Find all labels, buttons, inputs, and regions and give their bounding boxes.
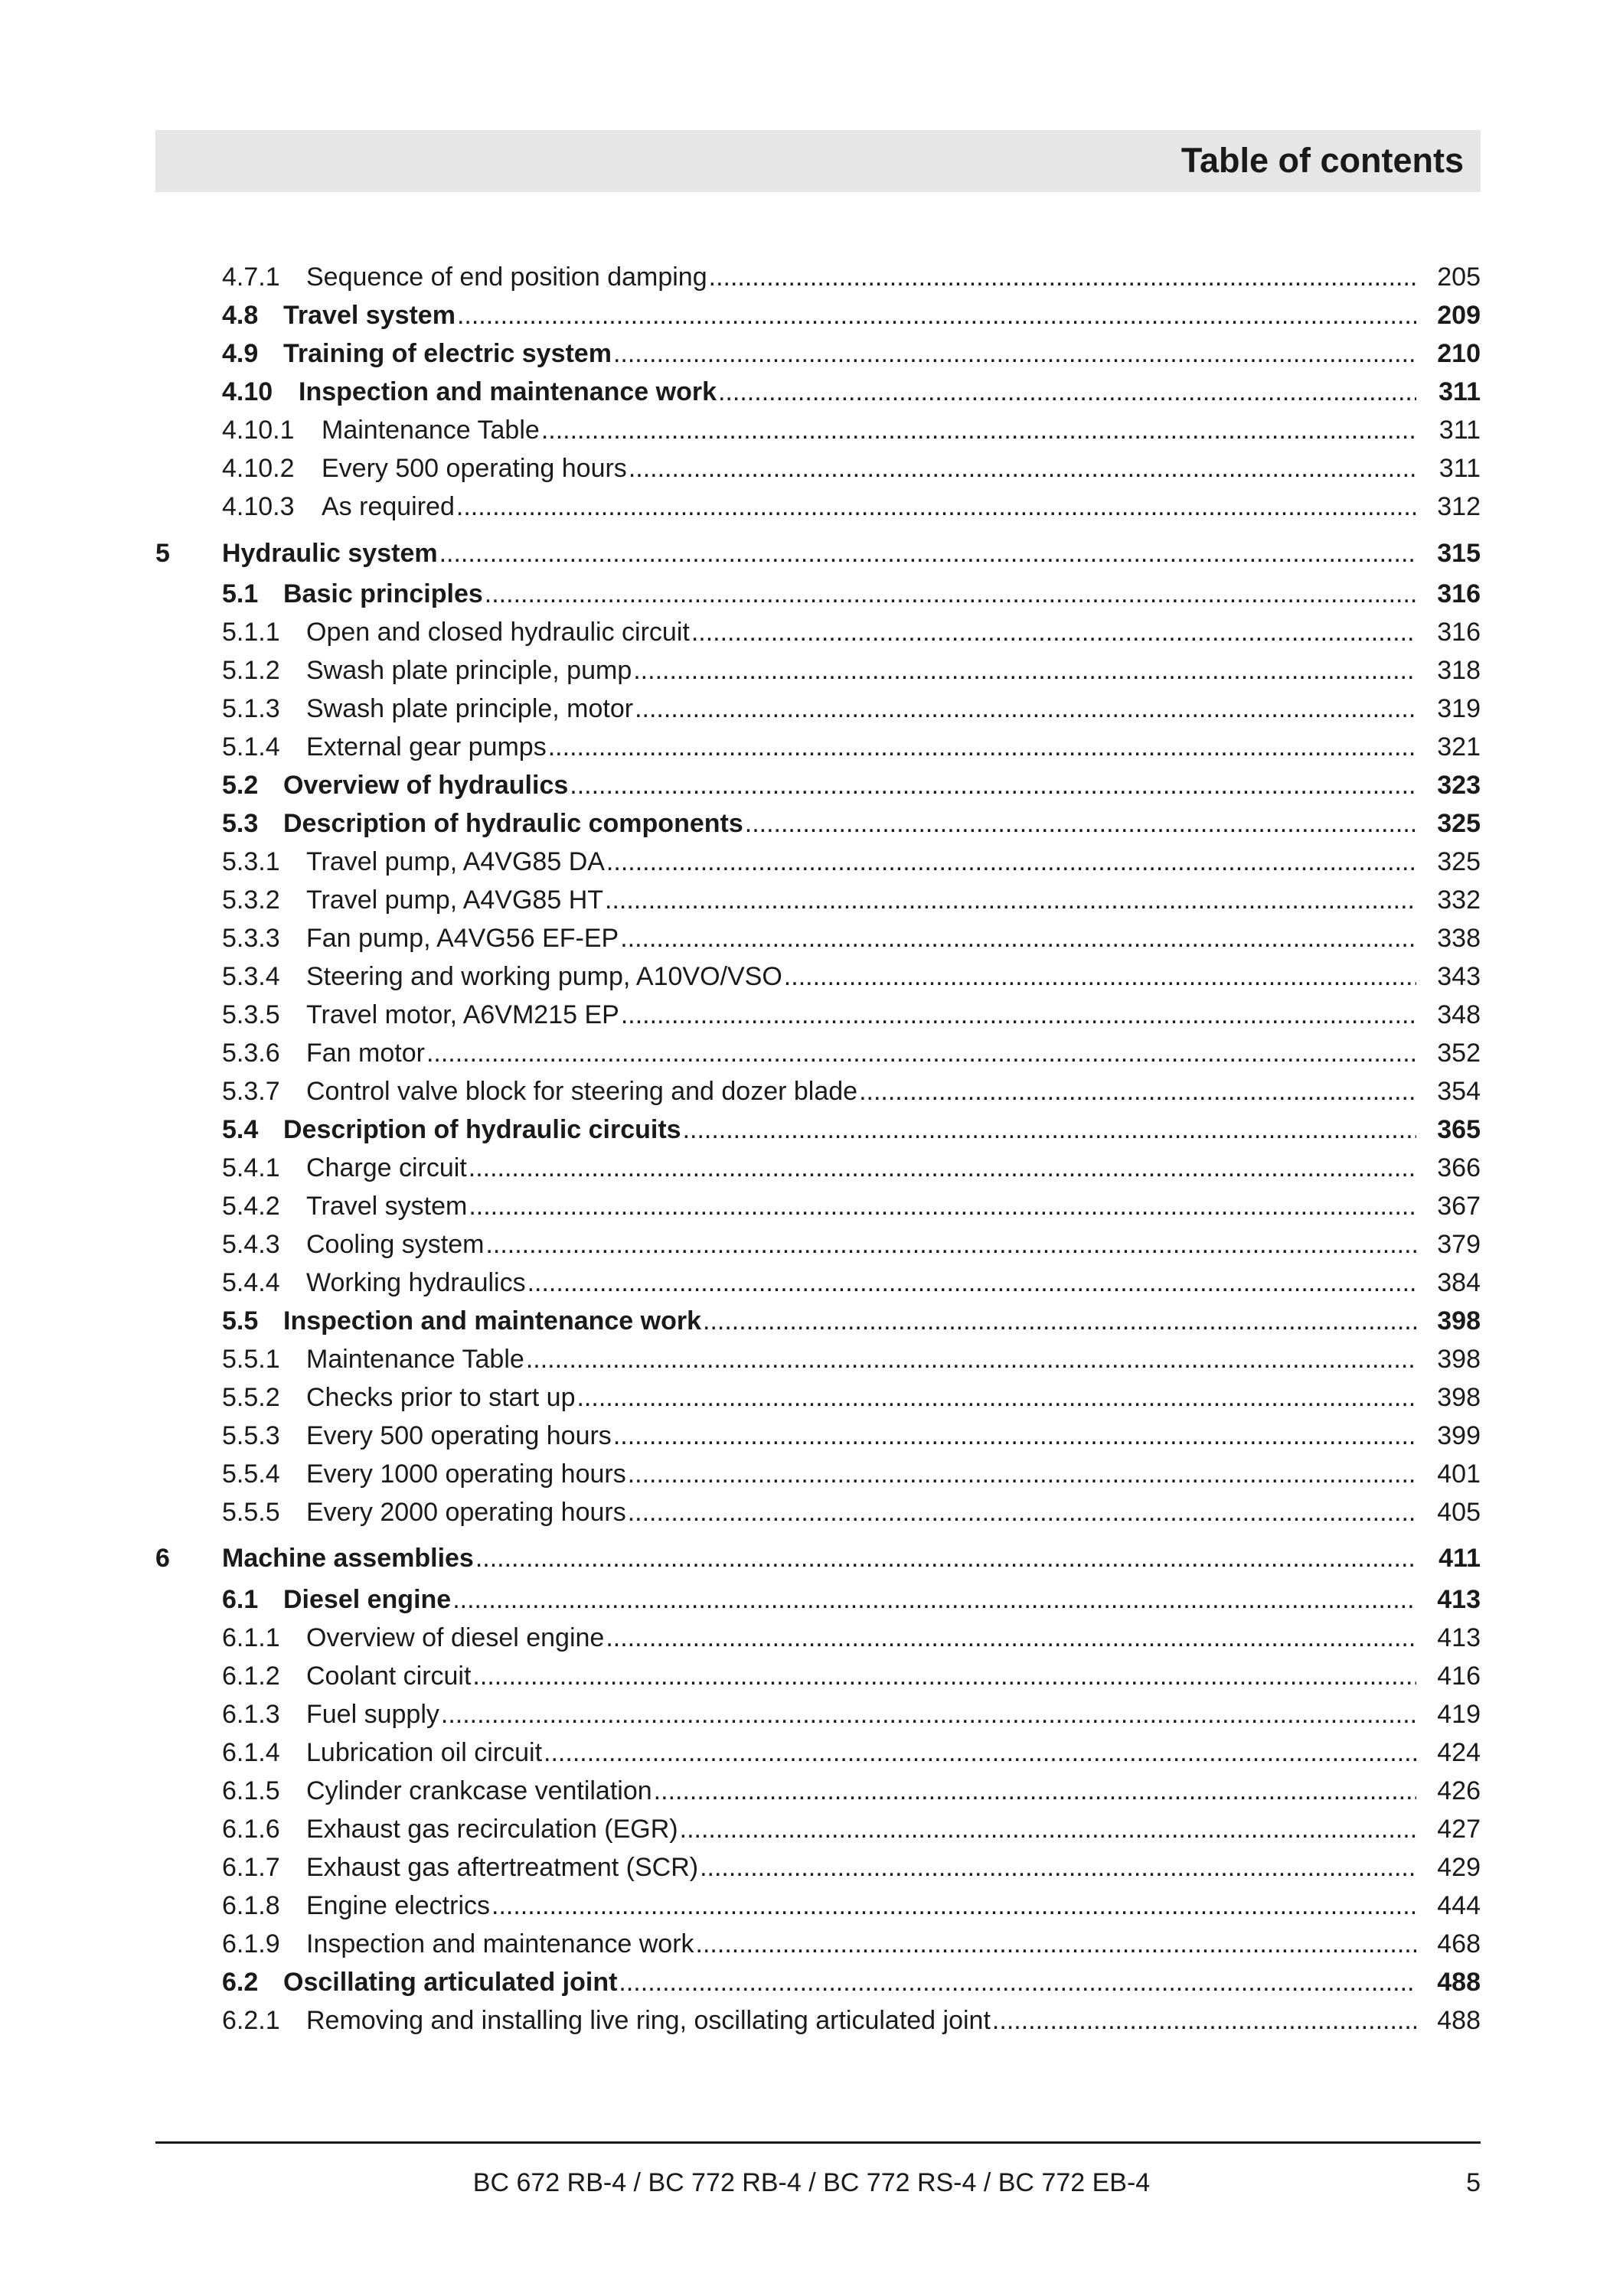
toc-section-number: 5.3.3	[222, 924, 280, 953]
toc-entry-title: Description of hydraulic components .....	[283, 807, 1416, 840]
toc-page-number: 427	[1437, 1815, 1481, 1844]
toc-page-number: 411	[1438, 1544, 1481, 1573]
toc-row[interactable]	[0, 960, 1623, 993]
toc-entry-title: Inspection and maintenance work .....	[283, 1304, 1416, 1338]
toc-page-number: 419	[1437, 1700, 1481, 1729]
toc-entry-title: Overview of diesel engine .....	[306, 1621, 1416, 1655]
toc-page-number: 319	[1437, 694, 1481, 723]
toc-entry-title: Swash plate principle, motor .....	[306, 692, 1416, 726]
toc-entry-title: Working hydraulics .....	[306, 1266, 1416, 1300]
toc-entry-title: Maintenance Table .....	[322, 413, 1416, 447]
toc-page-number: 398	[1437, 1383, 1481, 1412]
toc-page-number: 413	[1437, 1623, 1481, 1652]
toc-chapter-row[interactable]	[0, 536, 1623, 570]
toc-entry-title: Exhaust gas aftertreatment (SCR) .....	[306, 1851, 1416, 1884]
toc-page-number: 312	[1437, 492, 1481, 521]
toc-chapter-number: 6	[155, 1544, 170, 1573]
toc-row[interactable]	[0, 298, 1623, 332]
toc-section-number: 5.4	[222, 1115, 259, 1144]
toc-section-number: 5.1.3	[222, 694, 280, 723]
toc-row[interactable]	[0, 730, 1623, 764]
toc-entry-title: Open and closed hydraulic circuit .....	[306, 615, 1416, 649]
toc-entry-title: External gear pumps .....	[306, 730, 1416, 764]
toc-entry-title: Engine electrics .....	[306, 1889, 1416, 1923]
toc-row[interactable]	[0, 1851, 1623, 1884]
toc-entry-title: Cooling system .....	[306, 1228, 1416, 1261]
toc-section-number: 5.4.1	[222, 1153, 280, 1182]
toc-page-number: 311	[1438, 377, 1481, 406]
toc-page-number: 398	[1437, 1306, 1481, 1336]
toc-entry-title: Every 500 operating hours .....	[306, 1419, 1416, 1453]
toc-page-number: 379	[1437, 1230, 1481, 1259]
toc-chapter-row[interactable]	[0, 1541, 1623, 1575]
toc-page-number: 367	[1437, 1192, 1481, 1221]
toc-row[interactable]	[0, 413, 1623, 447]
toc-entry-title: Control valve block for steering and dozer blade .....	[306, 1075, 1416, 1108]
toc-page-number: 205	[1437, 263, 1481, 292]
toc-page-number: 399	[1437, 1421, 1481, 1450]
toc-row[interactable]	[0, 1495, 1623, 1529]
toc-entry-title: Fan motor .....	[306, 1036, 1416, 1070]
toc-section-number: 5.5.3	[222, 1421, 280, 1450]
toc-entry-title: Every 500 operating hours .....	[322, 452, 1416, 485]
toc-page-number: 318	[1437, 656, 1481, 685]
toc-row[interactable]	[0, 692, 1623, 726]
toc-section-number: 4.8	[222, 301, 259, 330]
footer-models: BC 672 RB-4 / BC 772 RB-4 / BC 772 RS-4 / BC 772 EB-4	[472, 2168, 1151, 2197]
toc-chapter-number: 5	[155, 539, 170, 568]
toc-section-number: 5.3.1	[222, 847, 280, 876]
toc-section-number: 5.4.2	[222, 1192, 280, 1221]
toc-entry-title: Checks prior to start up .....	[306, 1381, 1416, 1414]
toc-entry-title: Fuel supply .....	[306, 1698, 1416, 1731]
toc-row[interactable]	[0, 1419, 1623, 1453]
toc-entry-title: Maintenance Table .....	[306, 1342, 1416, 1376]
toc-entry-title: As required .....	[322, 490, 1416, 523]
toc-section-number: 5.1.2	[222, 656, 280, 685]
toc-entry-title: Swash plate principle, pump .....	[306, 654, 1416, 687]
toc-section-number: 4.10.1	[222, 416, 295, 445]
toc-section-number: 4.10.2	[222, 454, 295, 483]
toc-section-number: 6.1.8	[222, 1891, 280, 1920]
toc-entry-title: Travel pump, A4VG85 DA .....	[306, 845, 1416, 879]
toc-section-number: 6.1.7	[222, 1853, 280, 1882]
toc-entry-title: Charge circuit .....	[306, 1151, 1416, 1185]
toc-page-number: 429	[1437, 1853, 1481, 1882]
toc-row[interactable]	[0, 1266, 1623, 1300]
toc-row[interactable]	[0, 1457, 1623, 1491]
toc-entry-title: Description of hydraulic circuits .....	[283, 1113, 1416, 1146]
toc-entry-title: Travel system .....	[283, 298, 1416, 332]
toc-section-number: 5.3.6	[222, 1039, 280, 1068]
toc-section-number: 4.10.3	[222, 492, 295, 521]
toc-page-number: 444	[1437, 1891, 1481, 1920]
toc-section-number: 5.5.2	[222, 1383, 280, 1412]
toc-row[interactable]	[0, 1304, 1623, 1338]
toc-page-number: 401	[1437, 1459, 1481, 1489]
toc-section-number: 6.1.3	[222, 1700, 280, 1729]
toc-row[interactable]	[0, 577, 1623, 611]
toc-page-number: 405	[1437, 1498, 1481, 1527]
toc-entry-title: Travel system .....	[306, 1189, 1416, 1223]
toc-page-number: 365	[1437, 1115, 1481, 1144]
toc-page-number: 352	[1437, 1039, 1481, 1068]
toc-entry-title: Travel pump, A4VG85 HT .....	[306, 883, 1416, 917]
toc-row[interactable]	[0, 1075, 1623, 1108]
toc-row[interactable]	[0, 260, 1623, 294]
toc-page-number: 311	[1438, 454, 1481, 483]
toc-page-number: 315	[1437, 539, 1481, 568]
toc-row[interactable]	[0, 883, 1623, 917]
toc-page-number: 325	[1437, 809, 1481, 838]
toc-row[interactable]	[0, 1774, 1623, 1808]
toc-section-number: 6.2	[222, 1968, 259, 1997]
toc-page-number: 332	[1437, 885, 1481, 915]
toc-section-number: 6.2.1	[222, 2006, 280, 2035]
toc-section-number: 5.3.2	[222, 885, 280, 915]
toc-row[interactable]	[0, 1151, 1623, 1185]
toc-page-number: 488	[1437, 2006, 1481, 2035]
toc-row[interactable]	[0, 1698, 1623, 1731]
toc-entry-title: Fan pump, A4VG56 EF-EP .....	[306, 921, 1416, 955]
toc-row[interactable]	[0, 845, 1623, 879]
toc-page-number: 316	[1437, 579, 1481, 608]
toc-row[interactable]	[0, 615, 1623, 649]
toc-section-number: 6.1.5	[222, 1776, 280, 1805]
toc-section-number: 5.1	[222, 579, 259, 608]
toc-entry-title: Removing and installing live ring, oscillating articulated joint .....	[306, 2004, 1416, 2037]
toc-entry-title: Inspection and maintenance work .....	[306, 1927, 1416, 1961]
page-title: Table of contents	[1181, 141, 1464, 180]
toc-entry-title: Cylinder crankcase ventilation .....	[306, 1774, 1416, 1808]
toc-entry-title: Sequence of end position damping .....	[306, 260, 1416, 294]
toc-page-number: 468	[1437, 1929, 1481, 1958]
toc-entry-title: Exhaust gas recirculation (EGR) .....	[306, 1812, 1416, 1846]
toc-row[interactable]	[0, 1228, 1623, 1261]
toc-row[interactable]	[0, 1965, 1623, 1999]
toc-row[interactable]	[0, 768, 1623, 802]
toc-row[interactable]	[0, 1659, 1623, 1693]
toc-section-number: 5.5	[222, 1306, 259, 1336]
toc-section-number: 6.1.2	[222, 1662, 280, 1691]
toc-row[interactable]	[0, 337, 1623, 370]
toc-page-number: 323	[1437, 771, 1481, 800]
toc-row[interactable]	[0, 1889, 1623, 1923]
footer-divider	[155, 2141, 1481, 2144]
toc-page-number: 426	[1437, 1776, 1481, 1805]
toc-row[interactable]	[0, 1812, 1623, 1846]
toc-section-number: 5.5.1	[222, 1345, 280, 1374]
toc-section-number: 4.9	[222, 339, 259, 368]
toc-row[interactable]	[0, 1621, 1623, 1655]
toc-row[interactable]	[0, 452, 1623, 485]
toc-row[interactable]	[0, 1342, 1623, 1376]
toc-section-number: 6.1.4	[222, 1738, 280, 1767]
toc-row[interactable]	[0, 654, 1623, 687]
toc-section-number: 6.1.6	[222, 1815, 280, 1844]
toc-page-number: 488	[1437, 1968, 1481, 1997]
toc-entry-title: Machine assemblies .....	[222, 1541, 1416, 1575]
toc-page-number: 325	[1437, 847, 1481, 876]
toc-section-number: 5.4.3	[222, 1230, 280, 1259]
toc-entry-title: Travel motor, A6VM215 EP .....	[306, 998, 1416, 1032]
toc-page-number: 366	[1437, 1153, 1481, 1182]
toc-row[interactable]	[0, 1381, 1623, 1414]
toc-entry-title: Diesel engine .....	[283, 1583, 1416, 1616]
footer-page-number: 5	[1466, 2168, 1481, 2197]
toc-page-number: 343	[1437, 962, 1481, 991]
toc-page-number: 316	[1437, 618, 1481, 647]
toc-entry-title: Hydraulic system .....	[222, 536, 1416, 570]
toc-page-number: 384	[1437, 1268, 1481, 1297]
toc-section-number: 5.3.4	[222, 962, 280, 991]
toc-row[interactable]	[0, 375, 1623, 409]
toc-page-number: 338	[1437, 924, 1481, 953]
toc-entry-title: Inspection and maintenance work .....	[299, 375, 1416, 409]
toc-row[interactable]	[0, 921, 1623, 955]
toc-section-number: 5.1.4	[222, 732, 280, 762]
toc-row[interactable]	[0, 1927, 1623, 1961]
toc-row[interactable]	[0, 807, 1623, 840]
toc-page-number: 354	[1437, 1077, 1481, 1106]
toc-row[interactable]	[0, 490, 1623, 523]
toc-section-number: 5.3	[222, 809, 259, 838]
toc-section-number: 5.3.7	[222, 1077, 280, 1106]
toc-page-number: 311	[1438, 416, 1481, 445]
toc-section-number: 5.1.1	[222, 618, 280, 647]
toc-entry-title: Every 1000 operating hours .....	[306, 1457, 1416, 1491]
toc-entry-title: Training of electric system .....	[283, 337, 1416, 370]
toc-row[interactable]	[0, 1189, 1623, 1223]
toc-row[interactable]	[0, 1736, 1623, 1769]
toc-row[interactable]	[0, 1036, 1623, 1070]
toc-section-number: 5.3.5	[222, 1000, 280, 1029]
toc-page-number: 416	[1437, 1662, 1481, 1691]
toc-section-number: 6.1.9	[222, 1929, 280, 1958]
toc-section-number: 5.4.4	[222, 1268, 280, 1297]
toc-page-number: 413	[1437, 1585, 1481, 1614]
toc-row[interactable]	[0, 998, 1623, 1032]
toc-entry-title: Every 2000 operating hours .....	[306, 1495, 1416, 1529]
toc-section-number: 5.5.5	[222, 1498, 280, 1527]
toc-page-number: 209	[1437, 301, 1481, 330]
toc-page-number: 398	[1437, 1345, 1481, 1374]
toc-entry-title: Coolant circuit .....	[306, 1659, 1416, 1693]
toc-section-number: 4.7.1	[222, 263, 280, 292]
toc-section-number: 5.5.4	[222, 1459, 280, 1489]
toc-section-number: 5.2	[222, 771, 259, 800]
toc-entry-title: Overview of hydraulics .....	[283, 768, 1416, 802]
toc-page-number: 321	[1437, 732, 1481, 762]
toc-section-number: 6.1.1	[222, 1623, 280, 1652]
toc-entry-title: Oscillating articulated joint .....	[283, 1965, 1416, 1999]
toc-row[interactable]	[0, 2004, 1623, 2037]
toc-entry-title: Lubrication oil circuit .....	[306, 1736, 1416, 1769]
toc-page-number: 424	[1437, 1738, 1481, 1767]
toc-section-number: 4.10	[222, 377, 273, 406]
toc-row[interactable]	[0, 1113, 1623, 1146]
toc-entry-title: Steering and working pump, A10VO/VSO .....	[306, 960, 1416, 993]
toc-page-number: 348	[1437, 1000, 1481, 1029]
toc-page-number: 210	[1437, 339, 1481, 368]
toc-entry-title: Basic principles .....	[283, 577, 1416, 611]
toc-row[interactable]	[0, 1583, 1623, 1616]
toc-section-number: 6.1	[222, 1585, 259, 1614]
